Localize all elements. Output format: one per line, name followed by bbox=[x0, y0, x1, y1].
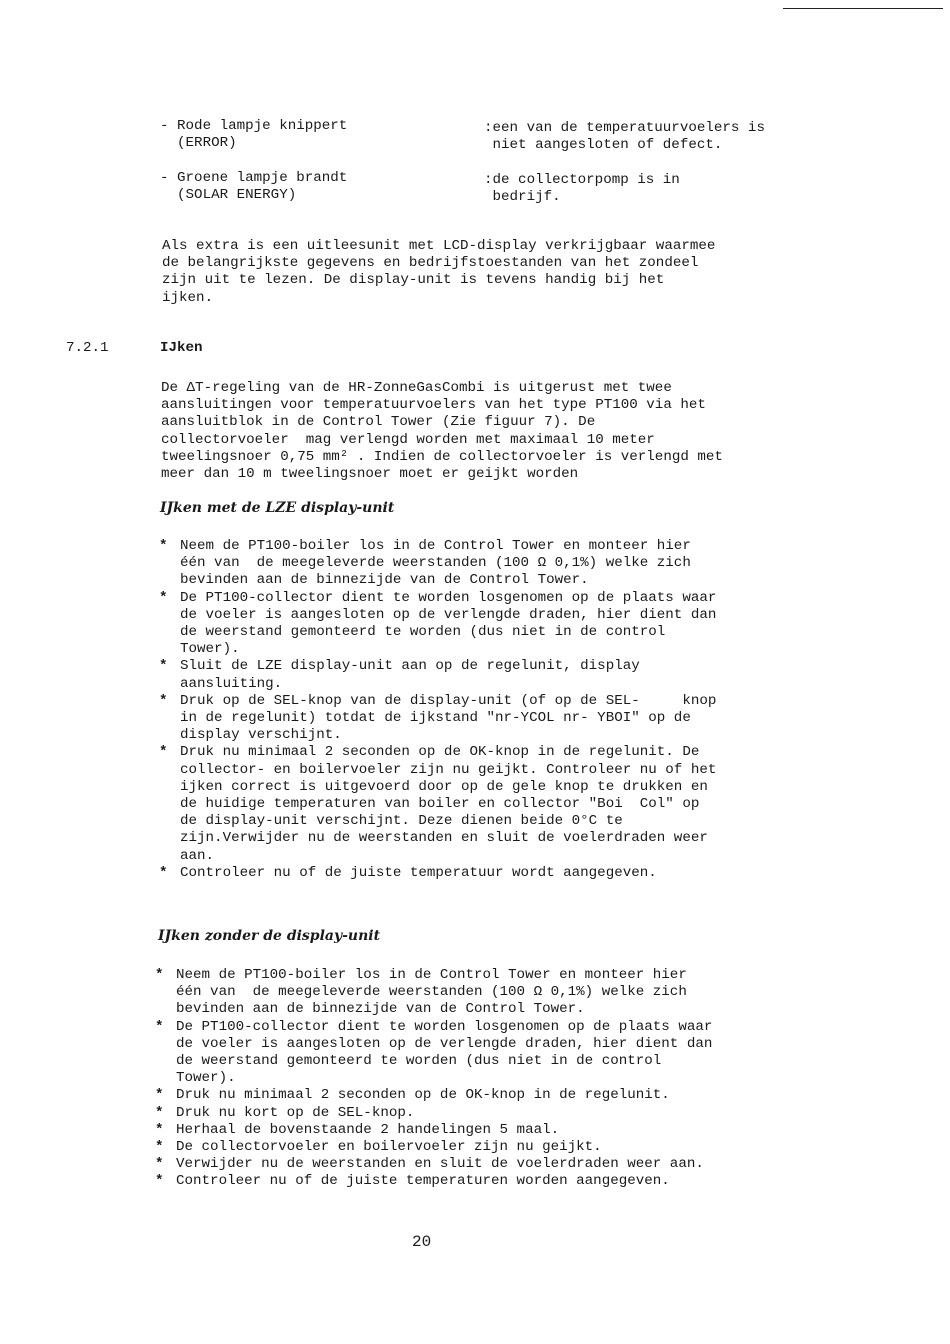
bullet-marker: * bbox=[159, 658, 168, 675]
list-item-text: De collectorvoeler en boilervoeler zijn nu geijkt. bbox=[176, 1139, 602, 1156]
list-item-text: Druk nu minimaal 2 seconden op de OK-knop in de regelunit. bbox=[176, 1087, 670, 1104]
bullet-marker: * bbox=[155, 1139, 164, 1156]
bullet-marker: * bbox=[155, 1087, 164, 1104]
list-item bbox=[159, 538, 716, 590]
indicator-red-description: :een van de temperatuurvoelers is niet aangesloten of defect. bbox=[484, 120, 765, 154]
page-number: 20 bbox=[412, 1233, 432, 1251]
bullet-marker: * bbox=[155, 1104, 164, 1121]
bullet-marker: * bbox=[159, 589, 168, 606]
list-item bbox=[155, 1173, 712, 1190]
indicator-green-description: :de collectorpomp is in bedrijf. bbox=[484, 172, 680, 206]
list-item bbox=[155, 1104, 712, 1122]
bullet-list-with-display bbox=[159, 538, 717, 882]
subheading-with-display: IJken met de LZE display-unit bbox=[160, 500, 395, 516]
list-item bbox=[155, 1087, 712, 1104]
bullet-marker: * bbox=[159, 538, 168, 554]
bullet-marker: * bbox=[155, 967, 164, 983]
list-item-text: Controleer nu of de juiste temperatuur wordt aangegeven. bbox=[180, 864, 657, 881]
list-item-text: Druk op de SEL-knop van de display-unit (of op de SEL- knop in de regelunit) totdat de ijkstand "nr-YCOL nr- YBOI" op de display verschijnt. bbox=[180, 692, 717, 744]
bullet-marker: * bbox=[155, 1156, 164, 1173]
section-paragraph: De ΔT-regeling van de HR-ZonneGasCombi is uitgerust met twee aansluitingen voor temperatuurvoelers van het type PT100 via het aansluitblok in de Control Tower (Zie figuur 7). De collectorvoeler mag verlengd worden met maximaal 10 meter tweelingsnoer 0,75 mm² . Indien de collectorvoeler is verlengd met meer dan 10 m tweelingsnoer moet er geijkt worden bbox=[161, 380, 723, 483]
list-item bbox=[155, 1018, 713, 1088]
scan-edge-line bbox=[783, 8, 943, 9]
list-item bbox=[155, 967, 712, 1019]
list-item bbox=[159, 744, 717, 864]
bullet-marker: * bbox=[159, 744, 168, 761]
list-item-text: Verwijder nu de weerstanden en sluit de voelerdraden weer aan. bbox=[176, 1156, 704, 1173]
list-item bbox=[159, 658, 716, 692]
list-item-text: De PT100-collector dient te worden losgenomen op de plaats waar de voeler is aangesloten op de verlengde draden, hier dient dan de weerstand gemonteerd te worden (dus niet in de control Tower). bbox=[180, 589, 717, 658]
section-number: 7.2.1 bbox=[66, 340, 109, 356]
bullet-marker: * bbox=[155, 1018, 164, 1035]
list-item-text: Herhaal de bovenstaande 2 handelingen 5 maal. bbox=[176, 1121, 560, 1138]
list-item-text: Druk nu minimaal 2 seconden op de OK-knop in de regelunit. De collector- en boilervoeler zijn nu geijkt. Controleer nu of het ijken correct is uitgevoerd door op de gele knop te drukken en de huidige temperaturen van boiler en collector "Boi Col" op de display-unit verschijnt. Deze dienen beide 0°C te zijn.Verwijder nu de weerstanden en sluit de voelerdraden weer aan. bbox=[180, 744, 717, 864]
list-item-text: Neem de PT100-boiler los in de Control Tower en monteer hier één van de meegeleverde weerstanden (100 Ω 0,1%) welke zich bevinden aan de binnezijde van de Control Tower. bbox=[176, 967, 687, 1018]
intro-paragraph: Als extra is een uitleesunit met LCD-display verkrijgbaar waarmee de belangrijkste gegevens en bedrijfstoestanden van het zondeel zijn uit te lezen. De display-unit is tevens handig bij het ijken. bbox=[162, 238, 716, 306]
indicator-green-label: - Groene lampje brandt (SOLAR ENERGY) bbox=[160, 170, 348, 204]
indicator-red-label: - Rode lampje knippert (ERROR) bbox=[160, 118, 348, 152]
list-item-text: De PT100-collector dient te worden losgenomen op de plaats waar de voeler is aangesloten op de verlengde draden, hier dient dan de weerstand gemonteerd te worden (dus niet in de control Tower). bbox=[176, 1018, 713, 1087]
list-item bbox=[159, 864, 716, 882]
list-item bbox=[159, 692, 717, 745]
list-item bbox=[155, 1156, 712, 1173]
list-item bbox=[155, 1121, 712, 1139]
bullet-marker: * bbox=[159, 864, 168, 881]
bullet-list-without-display bbox=[155, 967, 713, 1191]
bullet-marker: * bbox=[155, 1121, 164, 1138]
list-item bbox=[155, 1139, 712, 1156]
bullet-marker: * bbox=[155, 1173, 164, 1190]
list-item bbox=[159, 589, 717, 659]
list-item-text: Druk nu kort op de SEL-knop. bbox=[176, 1104, 415, 1121]
subheading-without-display: IJken zonder de display-unit bbox=[158, 928, 381, 944]
bullet-marker: * bbox=[159, 692, 168, 709]
list-item-text: Controleer nu of de juiste temperaturen worden aangegeven. bbox=[176, 1173, 670, 1190]
list-item-text: Neem de PT100-boiler los in de Control Tower en monteer hier één van de meegeleverde weerstanden (100 Ω 0,1%) welke zich bevinden aan de binnezijde van de Control Tower. bbox=[180, 538, 691, 589]
list-item-text: Sluit de LZE display-unit aan op de regelunit, display aansluiting. bbox=[180, 658, 640, 692]
section-title: IJken bbox=[160, 340, 203, 356]
